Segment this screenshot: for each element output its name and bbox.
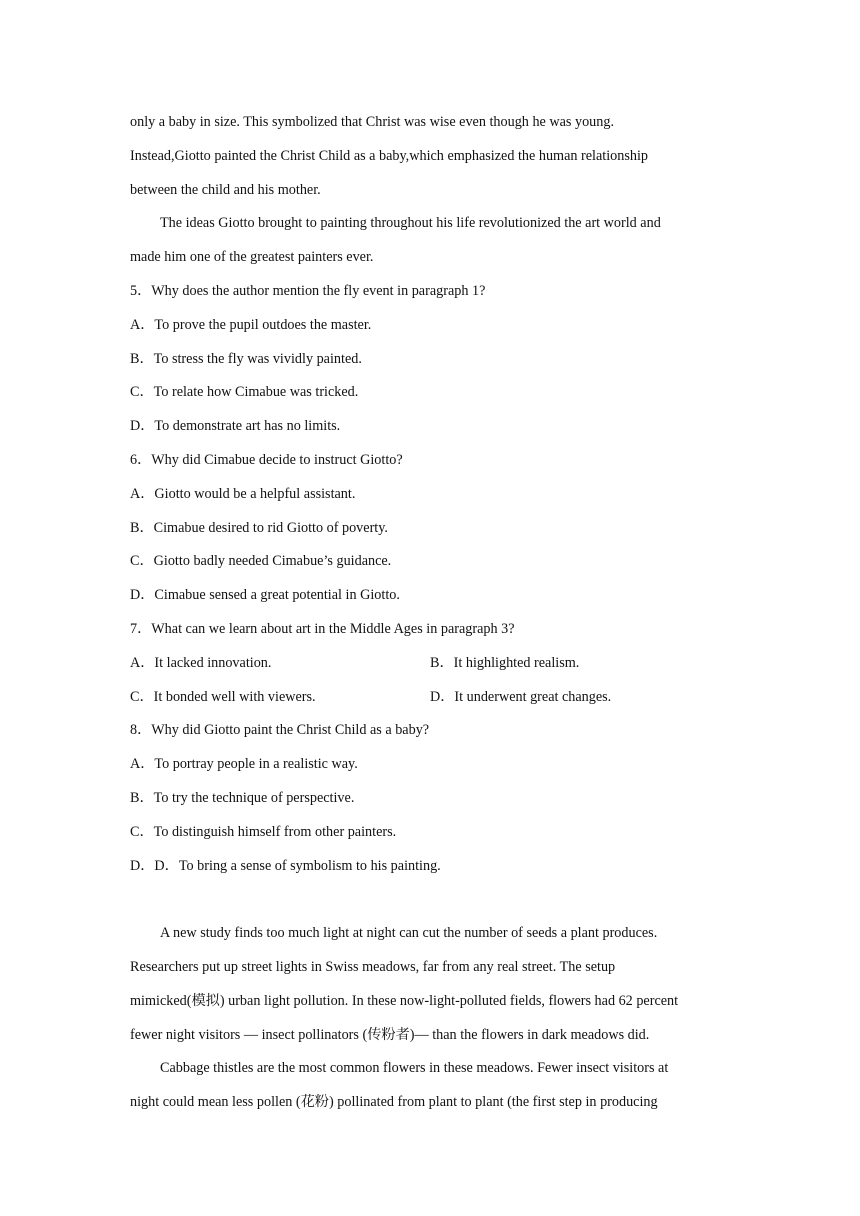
text-line: fewer night visitors — insect pollinators (传粉者)— than the flowers in dark meadows did. — [130, 1026, 650, 1043]
answer-option-d: D．D．To bring a sense of symbolism to his painting. — [130, 857, 441, 874]
answer-option-d: D．Cimabue sensed a great potential in Giotto. — [130, 587, 400, 604]
answer-option-d: D．It underwent great changes. — [430, 688, 612, 705]
answer-option-a: A．To prove the pupil outdoes the master. — [130, 316, 372, 333]
text-line: Instead,Giotto painted the Christ Child as a baby,which emphasized the human relationship — [130, 147, 648, 164]
answer-option-d: D．To demonstrate art has no limits. — [130, 418, 341, 435]
previous-passage-ending — [130, 111, 730, 280]
answer-option-a: A．To portray people in a realistic way. — [130, 756, 358, 773]
answer-options-row — [130, 686, 730, 720]
answer-option-b: B．To stress the fly was vividly painted. — [130, 350, 362, 367]
answer-option-c: C．It bonded well with viewers. — [130, 688, 316, 705]
answer-options-row — [130, 652, 730, 686]
question-8 — [130, 719, 730, 888]
question-stem: 6．Why did Cimabue decide to instruct Giotto? — [130, 451, 403, 468]
question-6 — [130, 449, 730, 618]
text-line: A new study finds too much light at night can cut the number of seeds a plant produces. — [160, 925, 658, 942]
text-line: mimicked(模拟) urban light pollution. In these now-light-polluted fields, flowers had 62 percent — [130, 992, 679, 1009]
text-line: only a baby in size. This symbolized that Christ was wise even though he was young. — [130, 114, 615, 130]
next-passage — [130, 922, 730, 1125]
question-stem: 5．Why does the author mention the fly event in paragraph 1? — [130, 282, 486, 299]
answer-option-a: A．It lacked innovation. — [130, 654, 272, 671]
document-page — [130, 111, 730, 1125]
text-line: Cabbage thistles are the most common flowers in these meadows. Fewer insect visitors at — [160, 1060, 669, 1077]
question-stem: 7．What can we learn about art in the Middle Ages in paragraph 3? — [130, 620, 515, 637]
answer-option-b: B．To try the technique of perspective. — [130, 789, 355, 806]
question-stem: 8．Why did Giotto paint the Christ Child as a baby? — [130, 722, 430, 739]
answer-option-b: B．It highlighted realism. — [430, 654, 580, 671]
question-7 — [130, 618, 730, 719]
answer-option-c: C．To relate how Cimabue was tricked. — [130, 384, 359, 401]
text-line: night could mean less pollen (花粉) pollinated from plant to plant (the first step in producing — [130, 1094, 658, 1111]
section-spacer — [130, 888, 730, 922]
answer-option-a: A．Giotto would be a helpful assistant. — [130, 485, 356, 502]
text-line: between the child and his mother. — [130, 181, 321, 198]
question-5 — [130, 280, 730, 449]
answer-option-c: C．Giotto badly needed Cimabue’s guidance. — [130, 553, 392, 570]
text-line: made him one of the greatest painters ever. — [130, 249, 374, 266]
text-line: Researchers put up street lights in Swiss meadows, far from any real street. The setup — [130, 958, 616, 975]
answer-option-b: B．Cimabue desired to rid Giotto of poverty. — [130, 519, 388, 536]
answer-option-c: C．To distinguish himself from other painters. — [130, 823, 397, 840]
text-line: The ideas Giotto brought to painting throughout his life revolutionized the art world and — [160, 215, 661, 232]
